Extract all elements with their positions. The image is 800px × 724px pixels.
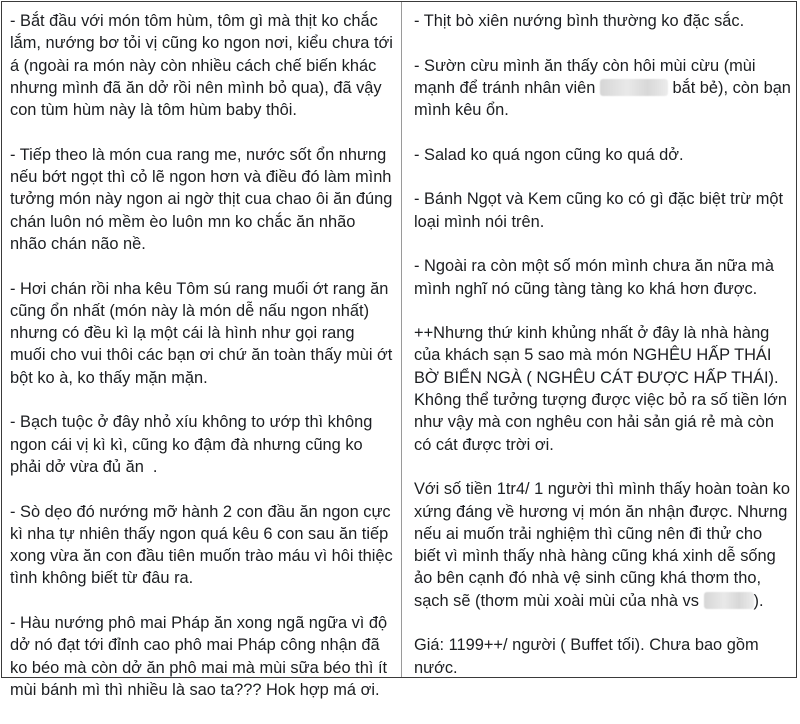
right-column [414, 10, 796, 701]
left-column [10, 10, 398, 724]
paragraph-other-dishes: - Ngoài ra còn một số món mình chưa ăn nữa mà mình nghĩ nó cũng tàng tàng ko khá hơn được. [414, 257, 779, 298]
verdict-text-start: Với số tiền 1tr4/ 1 người thì mình thấy hoàn toàn ko xứng đáng về hương vị món ăn nhận được. Nhưng nếu ai muốn trải nghiệm thì cũng nên đi thử cho biết vì mình thấy nhà hàng cũng khá xinh dễ sống ảo bên cạnh đó nhà vệ sinh cũng khá thơm tho, sạch sẽ (thơm mùi xoài mùi của nhà vs [414, 480, 795, 610]
paragraph-salad: - Salad ko quá ngon cũng ko quá dở. [414, 145, 684, 164]
paragraph-beef-skewer: - Thịt bò xiên nướng bình thường ko đặc sắc. [414, 12, 745, 30]
paragraph-scallop: - Sò dẹo đó nướng mỡ hành 2 con đầu ăn ngon cực kì nha tự nhiên thấy ngon quá kêu 6 con sau ăn tiếp xong vừa ăn con đầu tiên muốn trào máu vì hôi thiệc tình không biết từ đâu ra. [10, 502, 398, 588]
paragraph-lamb-ribs [414, 55, 796, 122]
paragraph-lobster: - Bắt đầu với món tôm hùm, tôm gì mà thịt ko chắc lắm, nướng bơ tỏi vị cũng ko ngon nơi, kiểu chưa tới á (ngoài ra món này còn nhiều cách chế biến khác nhưng mình đã ăn dở rồi nên mình bỏ qua), đã vậy con tùm hùm này là tôm hùm baby thôi. [10, 12, 398, 120]
verdict-text-end: ). [753, 591, 764, 610]
paragraph-price: Giá: 1199++/ người ( Buffet tối). Chưa bao gồm nước. [414, 636, 764, 677]
paragraph-octopus: - Bạch tuộc ở đây nhỏ xíu không to ướp thì không ngon cái vị kì kì, cũng ko đậm đà nhưng cũng ko phải dở vừa đủ ăn . [10, 413, 377, 476]
paragraph-shrimp: - Hơi chán rồi nha kêu Tôm sú rang muối ớt rang ăn cũng ổn nhất (món này là món dễ nấu ngon nhất) nhưng có đều kì lạ một cái là hình như gọi rang muối cho vui thôi các bạn ơi chứ ăn toàn thấy mùi ớt bột ko à, ko thấy mặn mặn. [10, 279, 397, 387]
redacted-text [704, 592, 754, 609]
redacted-text [600, 79, 668, 96]
lamb-text-end: bắt bẻ), còn bạn mình kêu ổn. [414, 78, 796, 120]
paragraph-dessert: - Bánh Ngọt và Kem cũng ko có gì đặc biệt trừ một loại mình nói trên. [414, 190, 788, 231]
paragraph-oyster: - Hàu nướng phô mai Pháp ăn xong ngã ngữa vì độ dở nó đạt tới đỉnh cao phô mai Pháp công nhận đã ko béo mà còn dở ăn phô mai mà mùi sữa béo thì ít mùi bánh mì thì nhiều là sao ta??? Hok hợp má ơi. [10, 614, 392, 699]
document-frame [1, 1, 797, 699]
lamb-text-start: - Sườn cừu mình ăn thấy còn hôi mùi cừu (mùi mạnh để tránh nhân viên [414, 56, 761, 97]
paragraph-verdict [414, 478, 795, 612]
column-divider [401, 2, 402, 677]
paragraph-crab: - Tiếp theo là món cua rang me, nước sốt ổn nhưng nếu bớt ngọt thì cỏ lẽ ngon hơn và điều đó làm mình tưởng món này ngon ai ngờ thịt cua chao ôi ăn đúng chán luôn nó mềm èo luôn mn ko chắc ăn nhão nhão chán não nề. [10, 145, 397, 253]
paragraph-clams: ++Nhưng thứ kinh khủng nhất ở đây là nhà hàng của khách sạn 5 sao mà món NGHÊU HẤP THÁI BỜ BIỂN NGÀ ( NGHÊU CÁT ĐƯỢC HẤP THÁI). Không thể tưởng tượng được việc bỏ ra số tiền lớn như vậy mà con nghêu con hải sản giá rẻ mà còn có cát được trời ơi. [414, 324, 792, 454]
